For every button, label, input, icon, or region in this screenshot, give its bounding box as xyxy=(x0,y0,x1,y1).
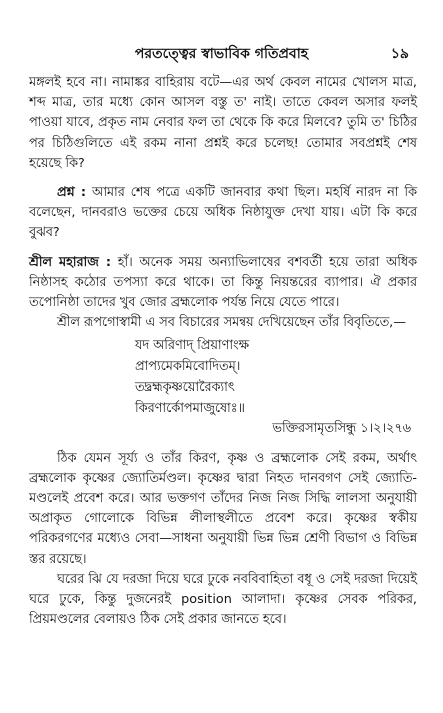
question-text: আমার শেষ পত্রে একটি জানবার কথা ছিল। মহর্ষি নারদ না কি বলেছেন, দানবরাও ভক্তের চেয়ে অধিক নিষ্ঠাযুক্ত দেখা যায়। এটা কি করে বুঝব? xyxy=(29,185,417,241)
paragraph: মঙ্গলই হবে না। নামাঙ্কর বাহিরায় বটে—এর অর্থ কেবল নামের খোলস মাত্র, শব্দ মাত্র, তার মধ্যে কোন আসল বস্তু ত' নাই। তাতে কেবল অসার ফলই পাওয়া যাবে, প্রকৃত নাম নেবার ফল তা থেকে কি করে মিলবে? তুমি ত' চিঠির পর চিঠিগুলিতে এই রকম নানা প্রশ্নই করে চলেছ! তোমার সবপ্রশ্নই শেষ হয়েছে কি? xyxy=(29,75,417,171)
running-title: পরতত্ত্বের স্বাভাবিক গতিপ্রবাহ xyxy=(134,46,309,62)
answer-text: হাঁ। অনেক সময় অন্যাভিলাষের বশবর্তী হয়ে তারা অধিক নিষ্ঠাসহ কঠোর তপস্যা করে থাকে। তা কিন্তু নিয়ন্তরের ব্যাপার। ঐ প্রকার তপোনিষ্ঠা তাদের খুব জোর ব্রহ্মলোক পর্যন্ত নিয়ে যেতে পারে। xyxy=(29,254,417,311)
verse-line: যদ অরিণাদ্ প্রিয়াণাংক্ষ xyxy=(135,338,249,354)
verse-source: ভক্তিরসামৃতসিন্ধু ১।২।২৭৬ xyxy=(272,421,411,437)
verse-intro: শ্রীল রূপগোস্বামী এ সব বিচারের সমন্বয় দেখিয়েছেন তাঁর বিবৃতিতে,— xyxy=(57,315,407,331)
page-header xyxy=(0,42,443,66)
page-body xyxy=(29,73,417,630)
answer-speaker: শ্রীল মহারাজ : xyxy=(29,254,111,270)
sanskrit-verse xyxy=(29,335,417,419)
page-number: ১৯ xyxy=(390,46,409,62)
verse-line: কিরণার্কোপমাজুষোঃ॥ xyxy=(135,401,245,417)
paragraph: ঠিক যেমন সূর্য্য ও তাঁর কিরণ, কৃষ্ণ ও ব্রহ্মলোক সেই রকম, অর্থাৎ ব্রহ্মলোক কৃষ্ণের জ্যোতির্মণ্ডল। কৃষ্ণের দ্বারা নিহত দানবগণ সেই জ্যোতি-মণ্ডলেই প্রবেশ করে। আর ভক্তগণ তাঁদের নিজ নিজ সিদ্ধি লালসা অনুযায়ী অপ্রাকৃত গোলোকে বিভিন্ন লীলাস্থলীতে প্রবেশ করে। কৃষ্ণের স্বকীয় পরিকরগণের মধ্যেও সেবা—সাধনা অনুযায়ী ভিন্ন ভিন্ন শ্রেণী বিভাগ ও বিভিন্ন স্তর রয়েছে। xyxy=(29,450,417,567)
verse-line: তদ্ব্রহ্মকৃষ্ণয়োরৈক্যাৎ xyxy=(135,380,235,396)
question-speaker: প্রশ্ন : xyxy=(57,185,87,201)
verse-line: প্রাপ্যমেকমিবোদিতম্। xyxy=(135,359,241,375)
answer-paragraph xyxy=(29,253,417,314)
question-paragraph xyxy=(29,183,417,244)
paragraph: ঘরের ঝি যে দরজা দিয়ে ঘরে ঢুকে নববিবাহিতা বধূ ও সেই দরজা দিয়েই ঘরে ঢুকে, কিন্তু দুজনেরই position আলাদা। কৃষ্ণের সেবক পরিকর, প্রিয়মণ্ডলের বেলায়ও ঠিক সেই প্রকার জানতে হবে। xyxy=(29,571,417,628)
